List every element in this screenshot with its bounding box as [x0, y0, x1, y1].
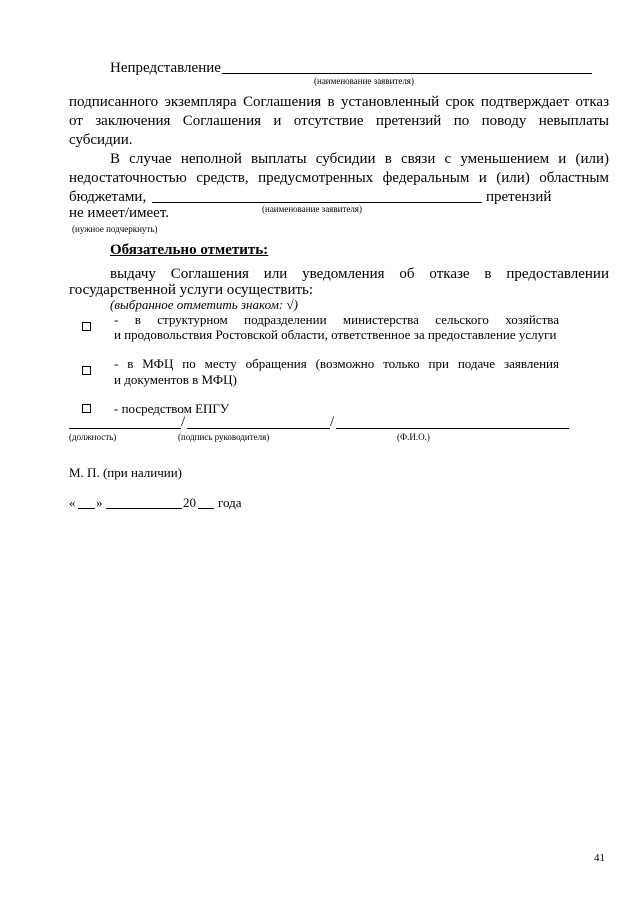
paragraph2-line1: В случае неполной выплаты субсидии в связи с уменьшением и (или): [110, 151, 609, 167]
paragraph2-line2: недостаточностью средств, предусмотренных федеральным и (или) областным: [69, 170, 609, 186]
full-name-line[interactable]: [336, 428, 569, 429]
paragraph2-line3-end: претензий: [486, 189, 552, 205]
option-department-line1: - в структурном подразделении министерства сельского хозяйства: [114, 312, 559, 327]
position-caption: (должность): [69, 432, 117, 442]
signature-slash-1: /: [181, 414, 186, 430]
option-epgu-checkbox[interactable]: [82, 404, 91, 413]
signature-caption: (подпись руководителя): [178, 432, 270, 442]
mandatory-heading: Обязательно отметить:: [110, 242, 269, 258]
paragraph1-line3: субсидии.: [69, 132, 133, 148]
mandatory-line2: государственной услуги осуществить:: [69, 282, 314, 298]
paragraph2-line3-start: бюджетами,: [69, 189, 147, 205]
option-epgu-label: - посредством ЕПГУ: [114, 401, 230, 416]
page-number: 41: [594, 852, 605, 864]
position-line[interactable]: [69, 428, 181, 429]
underline-note: (нужное подчеркнуть): [72, 224, 158, 234]
stamp-label: М. П. (при наличии): [69, 465, 183, 480]
date-day-line[interactable]: [78, 508, 95, 509]
applicant-name-line[interactable]: [222, 73, 592, 74]
option-mfc-checkbox[interactable]: [82, 366, 91, 375]
date-year-prefix: 20: [183, 495, 196, 510]
mark-note: (выбранное отметить знаком: √): [110, 297, 298, 312]
option-department-checkbox[interactable]: [82, 322, 91, 331]
applicant-caption: (наименование заявителя): [314, 76, 414, 86]
signature-line[interactable]: [187, 428, 330, 429]
paragraph1-line2: от заключения Соглашения и отсутствие претензий по поводу невыплаты: [69, 113, 609, 129]
date-year-line[interactable]: [198, 508, 214, 509]
date-close-quote: »: [96, 495, 103, 510]
signature-slash-2: /: [330, 414, 335, 430]
option-mfc-line2: и документов в МФЦ): [114, 372, 237, 387]
applicant-name-line-2[interactable]: [152, 202, 482, 203]
date-month-line[interactable]: [106, 508, 182, 509]
name-caption: (Ф.И.О.): [397, 432, 430, 442]
date-year-suffix: года: [218, 495, 242, 510]
option-department-line2: и продовольствия Ростовской области, ответственное за предоставление услуги: [114, 327, 557, 342]
paragraph1-line1: подписанного экземпляра Соглашения в установленный срок подтверждает отказ: [69, 94, 609, 110]
mandatory-line1: выдачу Соглашения или уведомления об отказе в предоставлении: [110, 266, 609, 282]
option-mfc-line1: - в МФЦ по месту обращения (возможно только при подаче заявления: [114, 356, 559, 371]
applicant-caption-2: (наименование заявителя): [262, 204, 362, 214]
nonsubmission-label: Непредставление: [110, 60, 221, 76]
date-open-quote: «: [69, 495, 76, 510]
paragraph2-line4: не имеет/имеет.: [69, 205, 170, 221]
